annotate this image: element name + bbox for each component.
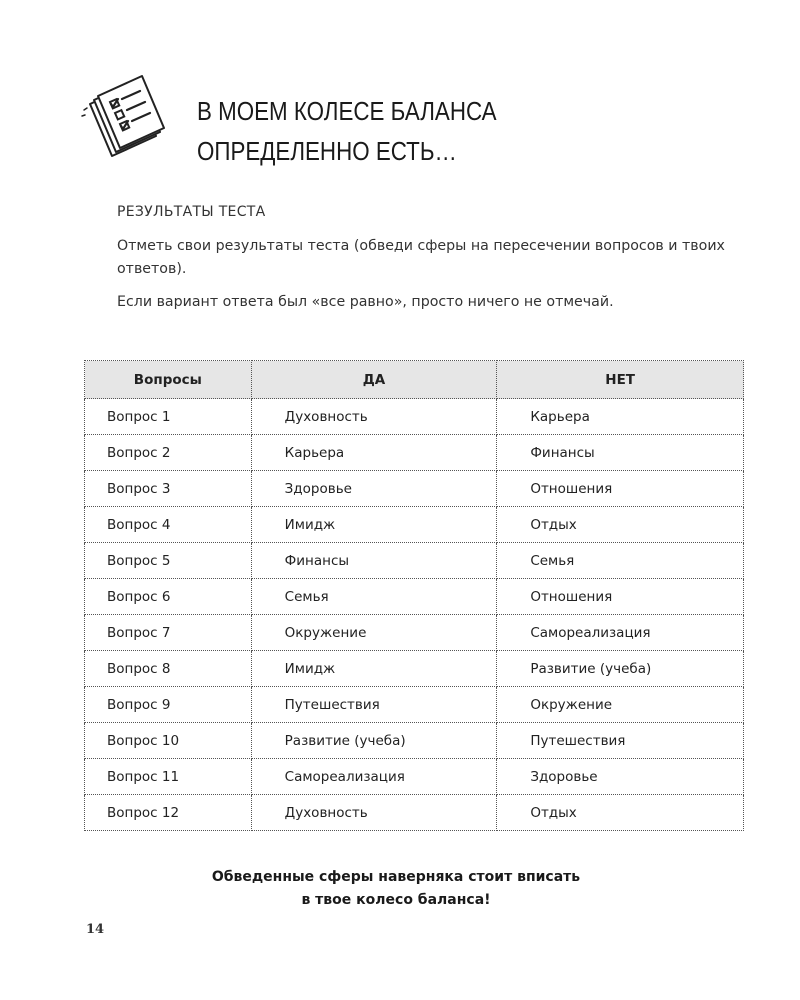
question-cell[interactable]: Вопрос 9	[85, 687, 252, 723]
yes-cell[interactable]: Окружение	[251, 615, 497, 651]
yes-cell[interactable]: Развитие (учеба)	[251, 723, 497, 759]
yes-cell[interactable]: Имидж	[251, 651, 497, 687]
no-cell[interactable]: Самореализация	[497, 615, 744, 651]
page-title-line-2: ОПРЕДЕЛЕННО ЕСТЬ…	[197, 136, 457, 166]
header-questions: Вопросы	[85, 361, 252, 399]
question-cell[interactable]: Вопрос 11	[85, 759, 252, 795]
question-cell[interactable]: Вопрос 6	[85, 579, 252, 615]
header-yes: ДА	[251, 361, 497, 399]
instruction-paragraph-2: Если вариант ответа был «все равно», просто ничего не отмечай.	[117, 294, 614, 310]
question-cell[interactable]: Вопрос 10	[85, 723, 252, 759]
no-cell[interactable]: Отношения	[497, 579, 744, 615]
yes-cell[interactable]: Карьера	[251, 435, 497, 471]
instruction-paragraph-1: Отметь свои результаты теста (обведи сферы на пересечении вопросов и твоих ответов).	[117, 238, 725, 277]
checklist-papers-icon	[80, 70, 185, 162]
question-cell[interactable]: Вопрос 1	[85, 399, 252, 435]
header-no: НЕТ	[497, 361, 744, 399]
question-cell[interactable]: Вопрос 7	[85, 615, 252, 651]
table-header-row	[85, 361, 744, 399]
page-title-line-1: В МОЕМ КОЛЕСЕ БАЛАНСА	[197, 96, 497, 126]
table-row	[85, 615, 744, 651]
no-cell[interactable]: Окружение	[497, 687, 744, 723]
table-row	[85, 795, 744, 831]
footer-note	[0, 866, 796, 912]
question-cell[interactable]: Вопрос 4	[85, 507, 252, 543]
table-row	[85, 507, 744, 543]
table-row	[85, 543, 744, 579]
no-cell[interactable]: Отдых	[497, 507, 744, 543]
footer-note-line-1: Обведенные сферы наверняка стоит вписать	[211, 869, 581, 885]
yes-cell[interactable]: Духовность	[251, 399, 497, 435]
question-cell[interactable]: Вопрос 2	[85, 435, 252, 471]
no-cell[interactable]: Отношения	[497, 471, 744, 507]
question-cell[interactable]: Вопрос 3	[85, 471, 252, 507]
no-cell[interactable]: Отдых	[497, 795, 744, 831]
page-number: 14	[86, 922, 105, 937]
table-row	[85, 759, 744, 795]
table-row	[85, 471, 744, 507]
yes-cell[interactable]: Здоровье	[251, 471, 497, 507]
no-cell[interactable]: Финансы	[497, 435, 744, 471]
section-heading: РЕЗУЛЬТАТЫ ТЕСТА	[117, 204, 266, 220]
table-row	[85, 579, 744, 615]
no-cell[interactable]: Развитие (учеба)	[497, 651, 744, 687]
yes-cell[interactable]: Самореализация	[251, 759, 497, 795]
question-cell[interactable]: Вопрос 8	[85, 651, 252, 687]
question-cell[interactable]: Вопрос 5	[85, 543, 252, 579]
question-cell[interactable]: Вопрос 12	[85, 795, 252, 831]
yes-cell[interactable]: Финансы	[251, 543, 497, 579]
table-row	[85, 651, 744, 687]
table-row	[85, 399, 744, 435]
table-row	[85, 687, 744, 723]
yes-cell[interactable]: Путешествия	[251, 687, 497, 723]
table-row	[85, 723, 744, 759]
results-table	[84, 360, 744, 831]
table-row	[85, 435, 744, 471]
yes-cell[interactable]: Имидж	[251, 507, 497, 543]
page-title	[197, 91, 497, 171]
no-cell[interactable]: Семья	[497, 543, 744, 579]
yes-cell[interactable]: Духовность	[251, 795, 497, 831]
no-cell[interactable]: Здоровье	[497, 759, 744, 795]
no-cell[interactable]: Карьера	[497, 399, 744, 435]
footer-note-line-2: в твое колесо баланса!	[301, 892, 491, 908]
yes-cell[interactable]: Семья	[251, 579, 497, 615]
no-cell[interactable]: Путешествия	[497, 723, 744, 759]
